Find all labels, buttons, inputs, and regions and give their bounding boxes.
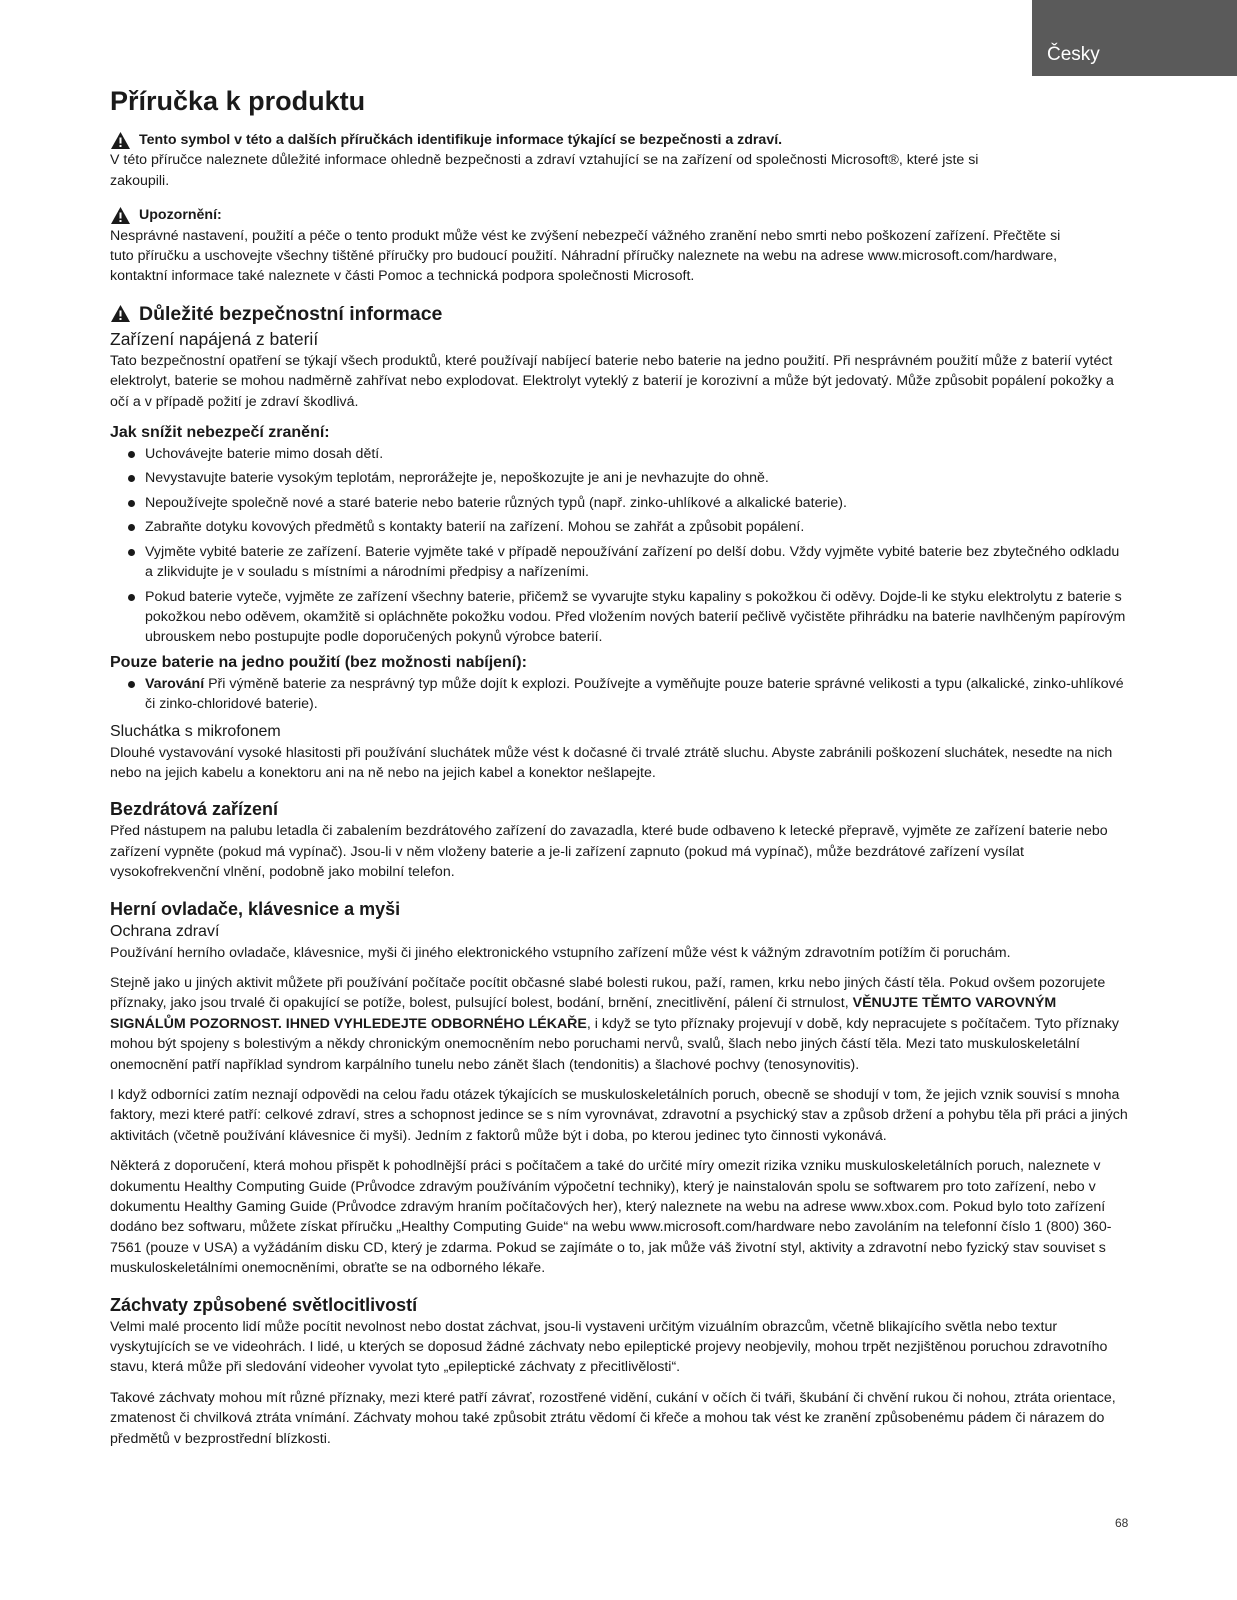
notice-heading-text: Upozornění: [139,207,222,224]
list-item: Nepoužívejte společně nové a staré baterie nebo baterie různých typů (např. zinko-uhlíkové a alkalické baterie). [128,493,1130,513]
symbol-note-heading-text: Tento symbol v této a dalších příručkách identifikuje informace týkající se bezpečnosti a zdraví. [139,132,783,148]
safety-heading [110,301,1130,327]
emphasis-text: VĚNUJTE TĚMTO VAROVNÝM SIGNÁLŮM POZORNOST. IHNED VYHLEDEJTE ODBORNÉHO LÉKAŘE [110,995,1057,1032]
battery-text: Tato bezpečnostní opatření se týkají všech produktů, které používají nabíjecí baterie nebo baterie na jedno použití. Při nesprávném použití může z baterií vytéct elektrolyt, baterie se mohou nadměrně zahřívat nebo explodovat. Elektrolyt vyteklý z baterií je korozivní a může být jedovatý. Může způsobit popálení pokožky a očí a v případě požití je zdraví škodlivá. [110,352,1114,410]
list-item: Pokud baterie vyteče, vyjměte ze zařízení všechny baterie, přičemž se vyvarujte styku kapaliny s pokožkou či oděvy. Dojde-li ke styku elektrolytu z baterie s pokožkou nebo oděvem, okamžitě si opláchněte pokožku vodou. Před vložením nových baterií pečlivě vyčistěte přihrádku na baterie navlhčeným papírovým ubrouskem nebo postupujte podle doporučených pokynů výrobce baterií. [128,587,1130,648]
wireless-text: Před nástupem na palubu letadla či zabalením bezdrátového zařízení do zavazadla, které bude odbaveno k letecké přepravě, vyjměte ze zařízení baterie nebo zařízení vypněte (pokud má vypínač). Jsou-li v něm vloženy baterie a je-li zařízení zapnuto (pokud má vypínač), může bezdrátové zařízení vysílat vysokofrekvenční vlnění, podobně jako mobilní telefon. [110,823,1108,881]
list-item: Uchovávejte baterie mimo dosah dětí. [128,444,1130,464]
headset-heading: Sluchátka s mikrofonem [110,722,281,740]
battery-heading: Zařízení napájená z baterií [110,328,319,349]
controllers-paragraph-3: I když odborníci zatím neznají odpovědi na celou řadu otázek týkajících se muskuloskeletálních poruch, obecně se shodují v tom, že jejich vznik souvisí s mnoha faktory, mezi které patří: celkové zdraví, stres a schopnost jedince se s ním vyrovnávat, zdravotní a psychický stav a způsob držení a pohybu těla při práci a jiných aktivitách (včetně používání klávesnice či myši). Jedním z faktorů může být i doba, po kterou jedinec tyto činnosti vykonává. [110,1087,1128,1144]
controllers-paragraph-1: Používání herního ovladače, klávesnice, myši či jiného elektronického vstupního zařízení může vést k vážným zdravotním potížím či poruchám. [110,944,1011,961]
seizures-paragraph-2: Takové záchvaty mohou mít různé příznaky, mezi které patří závrať, rozostřené vidění, cukání v očích či tváři, škubání či chvění rukou či nohou, ztráta orientace, zmatenost či chvilková ztráta vnímání. Záchvaty mohou také způsobit ztrátu vědomí či křeče a mohou tak vést ke zranění způsobenému pádem či nárazem do předmětů v bezprostřední blízkosti. [110,1389,1116,1447]
health-heading: Ochrana zdraví [110,922,220,940]
paragraph-text: , i když se tyto příznaky projevují v době, kdy nepracujete s počítačem. Tyto příznaky mohou být spojeny s bolestivým a někdy chronickým onemocněním nebo poruchami nervů, svalů, šlach nebo jiných částí těla. Mezi tato muskuloskeletální onemocnění patří například syndrom karpálního tunelu nebo zánět šlach (tendonitis) a šlachové pochvy (tenosynovitis). [110,1015,1119,1073]
notice-heading [110,205,1130,225]
warning-triangle-icon [110,206,131,225]
page-number: 68 [1115,1516,1129,1530]
warning-triangle-icon [110,304,131,323]
battery-tips-list [110,444,1130,648]
controllers-paragraph-4: Některá z doporučení, která mohou přispět k pohodlnější práci s počítačem a také do určité míry omezit rizika vzniku muskuloskeletálních poruch, naleznete v dokumentu Healthy Computing Guide (Průvodce zdravým používáním výpočetní techniky), který je nainstalován spolu se softwarem pro toto zařízení, nebo v dokumentu Healthy Gaming Guide (Průvodce zdravým hraním počítačových her), který naleznete na webu na adrese www.xbox.com. Pokud bylo toto zařízení dodáno bez softwaru, můžete získat příručku „Healthy Computing Guide“ na webu www.microsoft.com/hardware nebo zavoláním na telefonní číslo 1 (800) 360-7561 (pouze v USA) a vyžádáním disku CD, který je zdarma. Pokud se zajímáte o to, jak může váš životní styl, aktivity a zdravotní nebo fyzický stav souviset s muskuloskeletálními onemocněními, obraťte se na odborného lékaře. [110,1158,1112,1277]
symbol-note-text: V této příručce naleznete důležité informace ohledně bezpečnosti a zdraví vztahující se na zařízení od společnosti Microsoft®, které jste si zakoupili. [110,152,979,189]
reduce-injury-heading: Jak snížit nebezpečí zranění: [110,424,330,442]
paragraph-text: Stejně jako u jiných aktivit můžete při používání počítače pocítit občasné slabé bolesti rukou, paží, ramen, krku nebo jiných částí těla. Pokud ovšem pozorujete příznaky, jako jsou trvalé či opakující se potíže, bolest, pulsující bolest, bodání, brnění, znecitlivění, pálení či strnulost, [110,974,1106,1012]
list-item [128,674,1130,715]
seizures-paragraph-1: Velmi malé procento lidí může pocítit nevolnost nebo dostat záchvat, jsou-li vystaveni určitým vizuálním obrazcům, včetně blikajícího světla nebo textur vyskytujících se ve videohrách. I lidé, u kterých se doposud žádné záchvaty nebo epileptické projevy neobjevily, mohou trpět nezjištěnou poruchou zdravotního stavu, která může při sledování videoher vyvolat tyto „epileptické záchvaty z přecitlivělosti“. [110,1318,1108,1376]
list-item: Vyjměte vybité baterie ze zařízení. Baterie vyjměte také v případě nepoužívání zařízení po delší dobu. Vždy vyjměte vybité baterie bez zbytečného odkladu a zlikvidujte je v souladu s místními a národními předpisy a nařízeními. [128,542,1130,583]
warning-text: Při výměně baterie za nesprávný typ může dojít k explozi. Používejte a vyměňujte pouze baterie správné velikosti a typu (alkalické, zinko-uhlíkové či zinko-chloridové baterie). [145,675,1124,713]
language-tab [1032,0,1237,76]
warning-label: Varování [145,675,205,692]
seizures-heading: Záchvaty způsobené světlocitlivostí [110,1294,418,1315]
symbol-note-heading [110,130,1130,150]
list-item: Zabraňte dotyku kovových předmětů s kontakty baterií na zařízení. Mohou se zahřát a způsobit popálení. [128,517,1130,537]
notice-text: Nesprávné nastavení, použití a péče o tento produkt může vést ke zvýšení nebezpečí vážného zranění nebo smrti nebo poškození zařízení. Přečtěte si tuto příručku a uschovejte všechny tištěné příručky pro budoucí použití. Náhradní příručky naleznete na webu na adrese www.microsoft.com/hardware, kontaktní informace také naleznete v části Pomoc a technická podpora společnosti Microsoft. [110,227,1061,285]
language-label: Česky [1047,44,1100,65]
headset-text: Dlouhé vystavování vysoké hlasitosti při používání sluchátek může vést k dočasné či trvalé ztrátě sluchu. Abyste zabránili poškození sluchátek, nesedte na nich nebo na jejich kabelu a konektoru ani na ně nebo na jejich kabel a konektor nešlapejte. [110,744,1113,781]
single-use-heading: Pouze baterie na jedno použití (bez možnosti nabíjení): [110,653,527,671]
document-page [110,84,1130,1449]
list-item: Nevystavujte baterie vysokým teplotám, neprorážejte je, nepoškozujte je ani je nevhazujte do ohně. [128,468,1130,488]
warning-triangle-icon [110,131,131,150]
controllers-paragraph-2 [110,973,1130,1075]
controllers-heading: Herní ovladače, klávesnice a myši [110,898,401,919]
safety-heading-text: Důležité bezpečnostní informace [139,302,443,325]
single-use-list [110,674,1130,715]
page-title: Příručka k produktu [110,86,366,116]
wireless-heading: Bezdrátová zařízení [110,799,279,820]
